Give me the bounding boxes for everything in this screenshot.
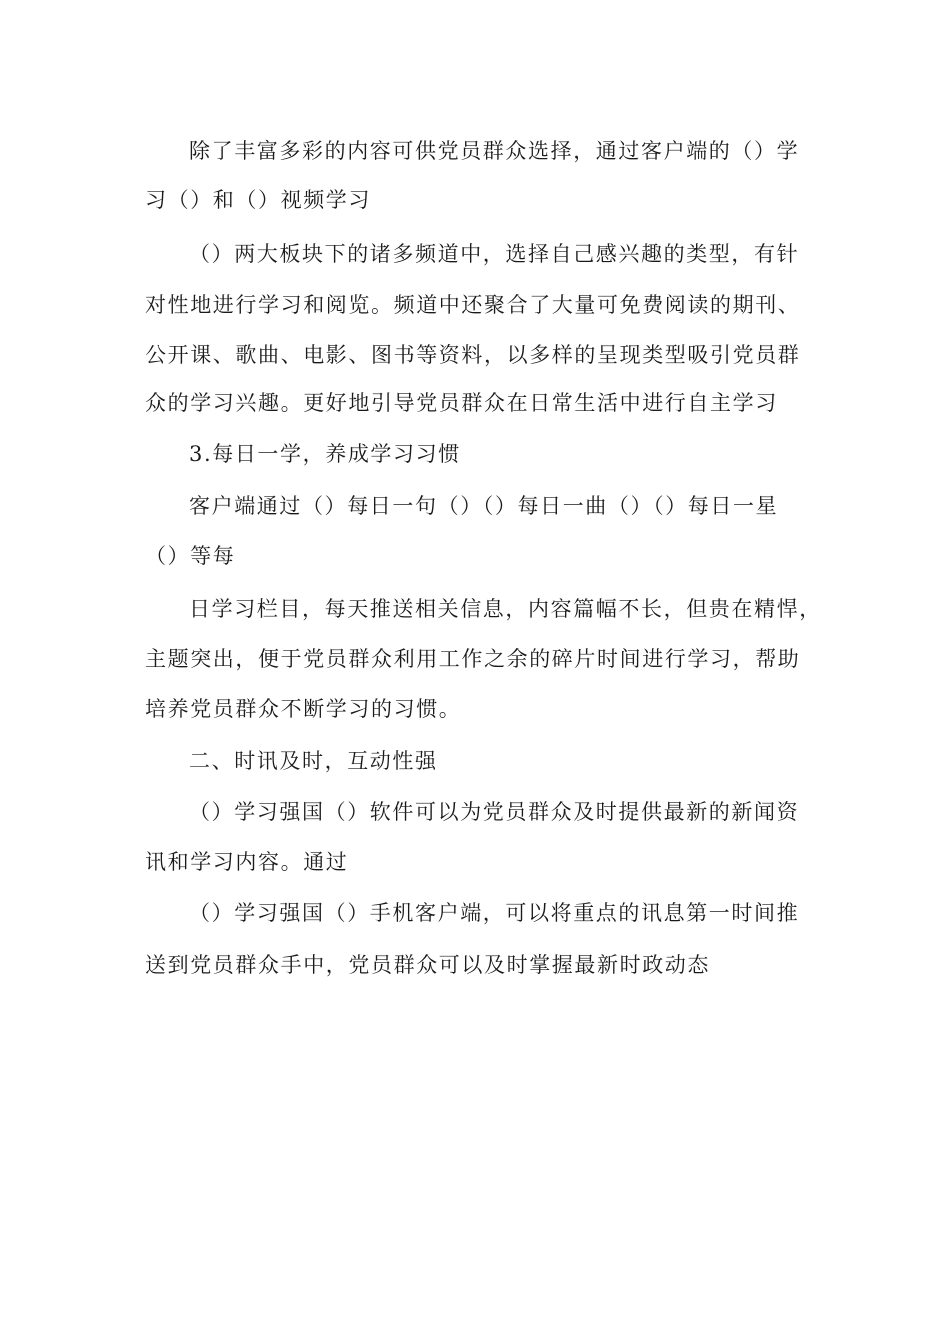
text-line: 培养党员群众不断学习的习惯。 — [145, 697, 462, 721]
section-heading: 二、时讯及时，互动性强 — [189, 749, 438, 773]
text-line: 众的学习兴趣。更好地引导党员群众在日常生活中进行自主学习 — [145, 391, 778, 415]
text-line: 对性地进行学习和阅览。频道中还聚合了大量可免费阅读的期刊、 — [145, 293, 801, 317]
text-line: （）学习强国（）手机客户端，可以将重点的讯息第一时间推 — [189, 901, 800, 925]
text-line: 主题突出，便于党员群众利用工作之余的碎片时间进行学习，帮助 — [145, 647, 801, 671]
text-line: 客户端通过（）每日一句（）（）每日一曲（）（）每日一星 — [189, 494, 779, 518]
text-line: 公开课、歌曲、电影、图书等资料，以多样的呈现类型吸引党员群 — [145, 343, 801, 367]
text-line: 讯和学习内容。通过 — [145, 850, 349, 874]
text-line: （）学习强国（）软件可以为党员群众及时提供最新的新闻资 — [189, 800, 800, 824]
text-line: （）等每 — [145, 544, 236, 568]
text-line: （）两大板块下的诸多频道中，选择自己感兴趣的类型，有针 — [189, 242, 800, 266]
section-heading: 3.每日一学，养成学习习惯 — [189, 442, 461, 466]
text-line: 习（）和（）视频学习 — [145, 188, 371, 212]
text-line: 日学习栏目，每天推送相关信息，内容篇幅不长，但贵在精悍， — [189, 597, 822, 621]
text-line: 除了丰富多彩的内容可供党员群众选择，通过客户端的（）学 — [189, 139, 800, 163]
text-line: 送到党员群众手中，党员群众可以及时掌握最新时政动态 — [145, 953, 710, 977]
